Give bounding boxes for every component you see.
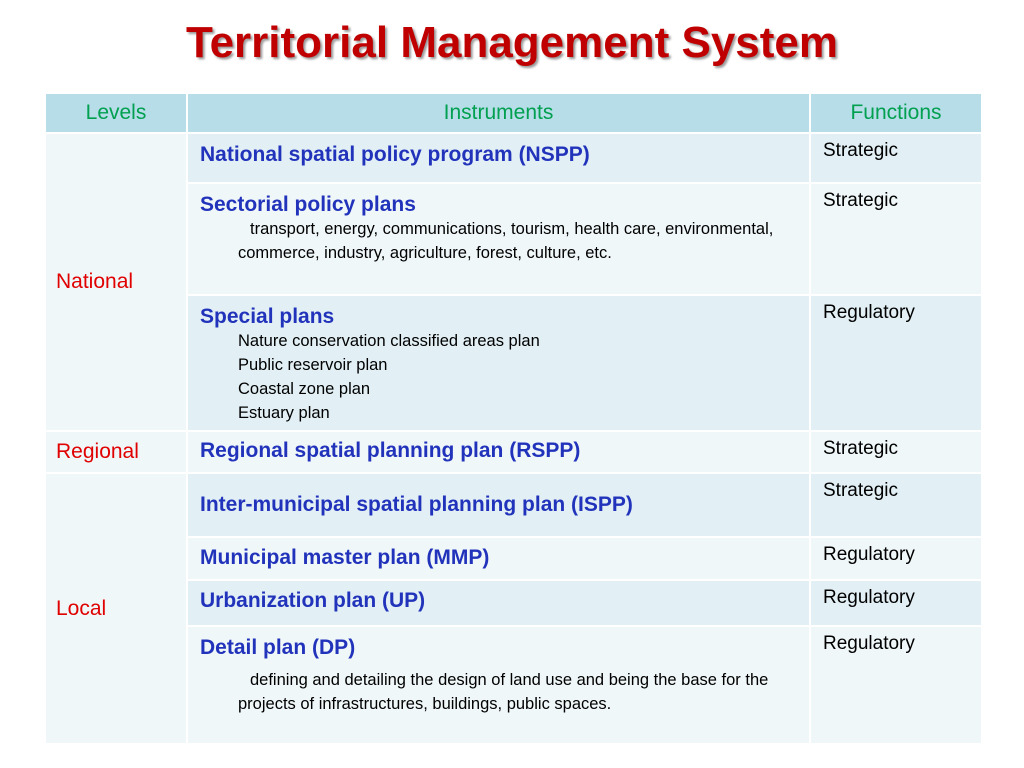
instrument-detail-list xyxy=(200,329,799,425)
function-cell: Regulatory xyxy=(810,295,982,431)
header-functions: Functions xyxy=(810,93,982,133)
list-item: Coastal zone plan xyxy=(238,380,371,398)
function-cell: Regulatory xyxy=(810,537,982,580)
table-header-row xyxy=(45,93,982,133)
instrument-title: Regional spatial planning plan (RSPP) xyxy=(200,439,581,462)
instrument-title: Urbanization plan (UP) xyxy=(200,589,426,612)
header-instruments: Instruments xyxy=(187,93,810,133)
function-cell: Regulatory xyxy=(810,580,982,626)
instrument-title: Special plans xyxy=(200,305,335,328)
level-local: Local xyxy=(45,473,187,744)
table-row xyxy=(45,473,982,537)
level-national: National xyxy=(45,133,187,431)
level-regional: Regional xyxy=(45,431,187,473)
instrument-title: Sectorial policy plans xyxy=(200,193,416,216)
instrument-title: Inter-municipal spatial planning plan (ISPP) xyxy=(200,493,633,516)
instrument-title: National spatial policy program (NSPP) xyxy=(200,143,590,166)
list-item: Public reservoir plan xyxy=(238,356,388,374)
territorial-management-table xyxy=(44,92,983,745)
slide-title: Territorial Management System xyxy=(185,18,839,67)
header-levels: Levels xyxy=(45,93,187,133)
function-cell: Strategic xyxy=(810,431,982,473)
function-cell: Strategic xyxy=(810,133,982,183)
instrument-detail: transport, energy, communications, tourism, health care, environmental, commerce, industry, agriculture, forest, culture, etc. xyxy=(238,220,774,262)
instrument-title: Municipal master plan (MMP) xyxy=(200,546,490,569)
list-item: Nature conservation classified areas plan xyxy=(238,332,540,350)
table-row xyxy=(45,133,982,183)
table-row xyxy=(45,431,982,473)
function-cell: Strategic xyxy=(810,473,982,537)
function-cell: Regulatory xyxy=(810,626,982,744)
instrument-title: Detail plan (DP) xyxy=(200,636,356,659)
list-item: Estuary plan xyxy=(238,404,330,422)
function-cell: Strategic xyxy=(810,183,982,295)
instrument-detail: defining and detailing the design of land use and being the base for the projects of infrastructures, buildings, public spaces. xyxy=(238,671,769,713)
